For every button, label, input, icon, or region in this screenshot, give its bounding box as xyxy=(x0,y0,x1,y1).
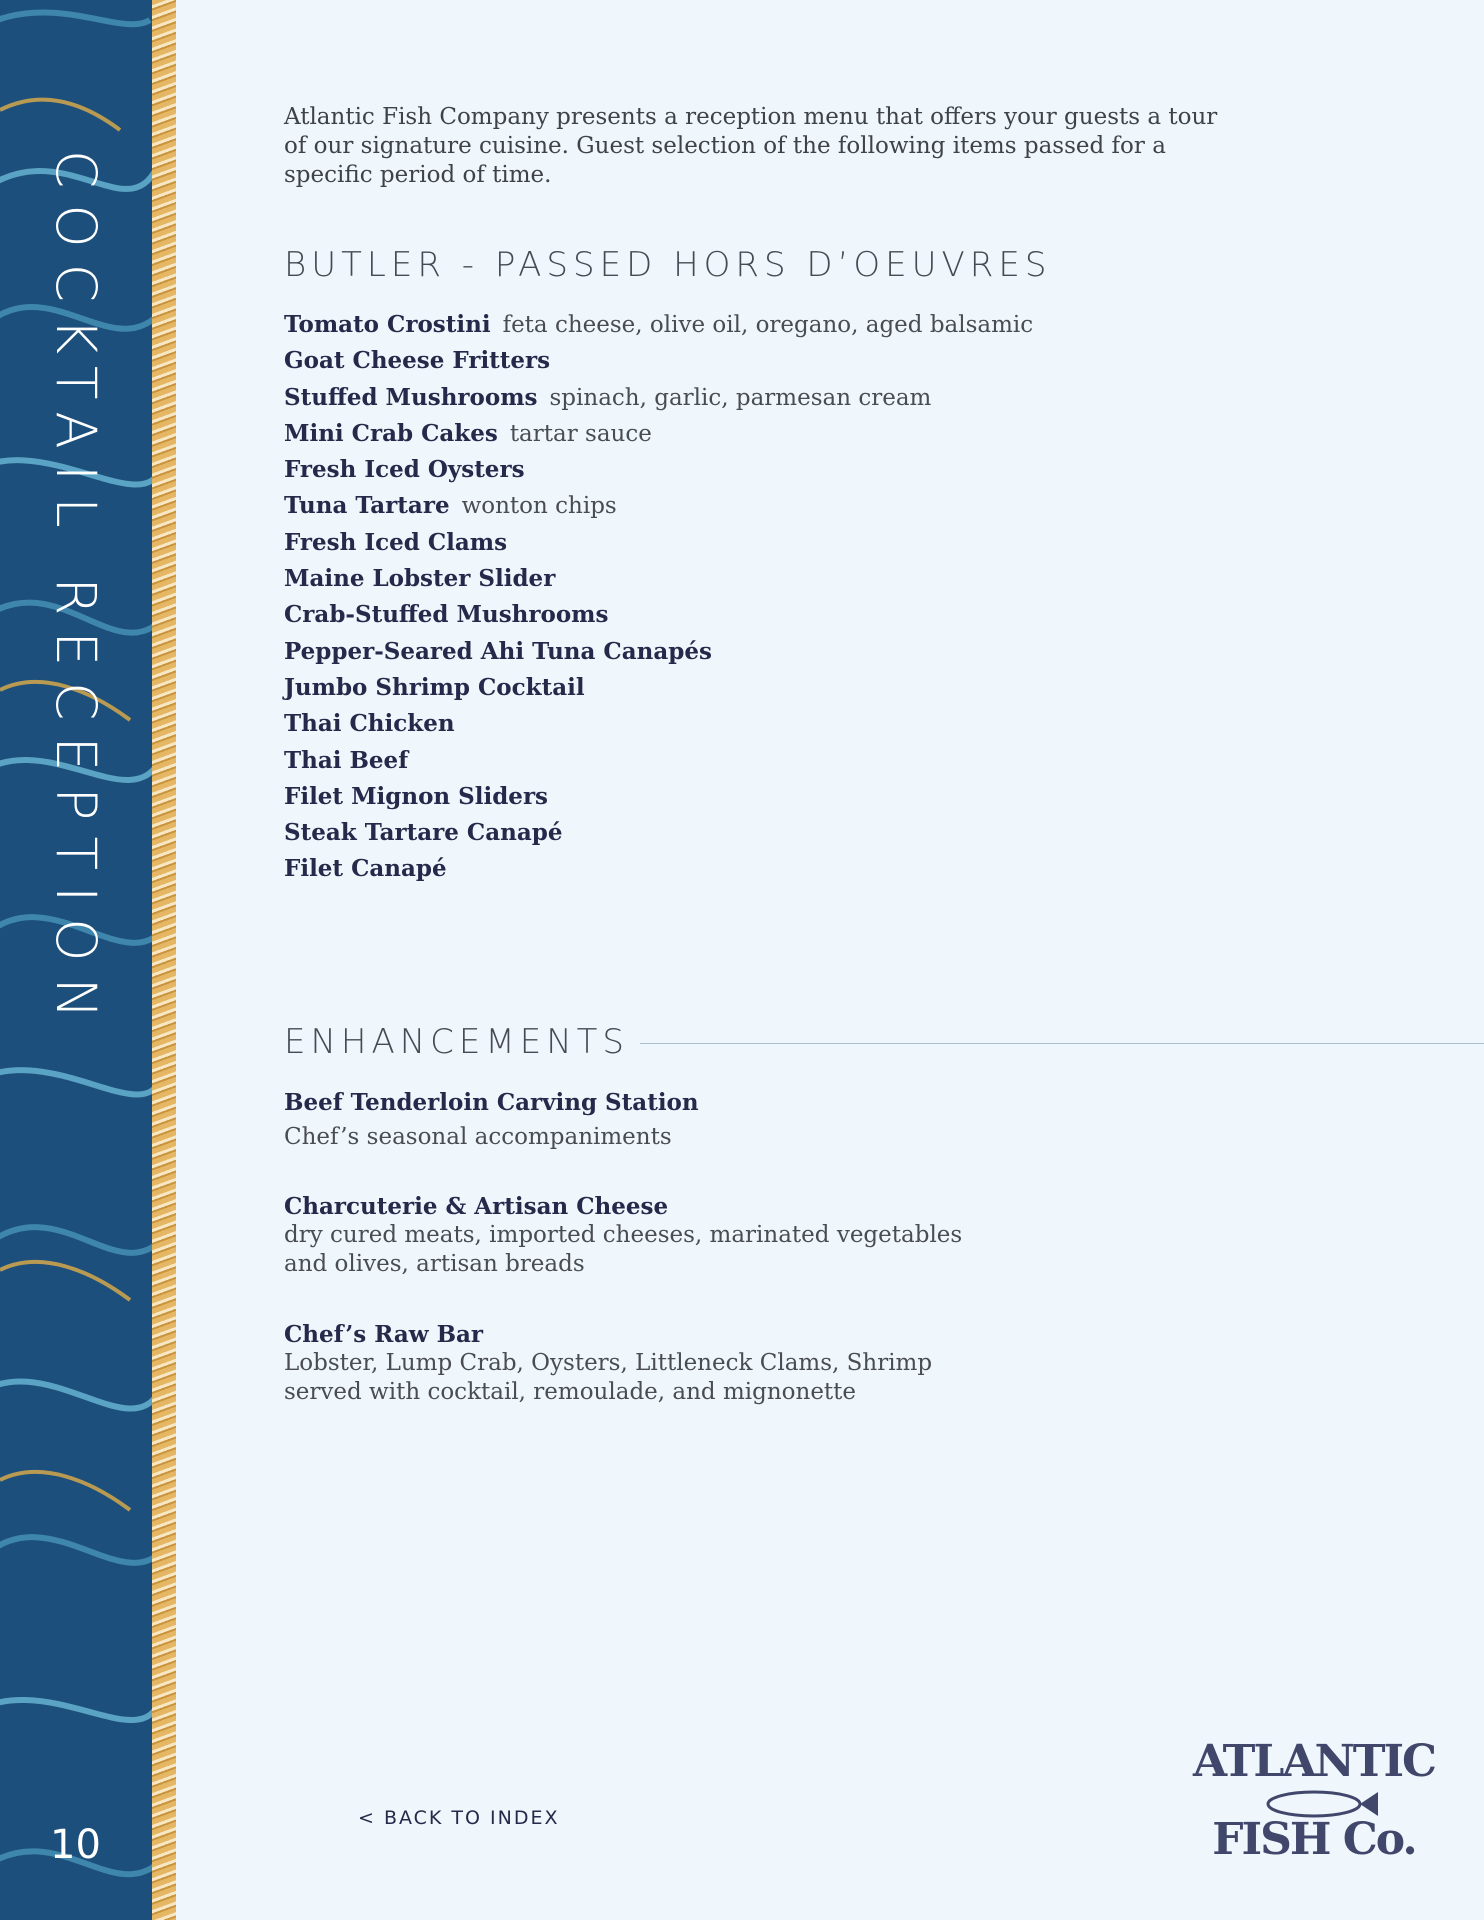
menu-item xyxy=(284,453,1033,489)
menu-item-name: Pepper-Seared Ahi Tuna Canapés xyxy=(284,637,712,665)
menu-item xyxy=(284,417,1033,453)
enhancement-desc: Lobster, Lump Crab, Oysters, Littleneck Clams, Shrimp served with cocktail, remoulade, and mignonette xyxy=(284,1350,933,1405)
menu-item-name: Tomato Crostini xyxy=(284,311,491,338)
decorative-wave-band xyxy=(0,0,152,1920)
menu-item-name: Steak Tartare Canapé xyxy=(284,819,563,847)
menu-item-desc: wonton chips xyxy=(461,493,617,520)
menu-item-name: Thai Beef xyxy=(284,746,409,774)
menu-item-desc: feta cheese, olive oil, oregano, aged balsamic xyxy=(502,312,1034,338)
menu-item-name: Mini Crab Cakes xyxy=(284,419,498,447)
menu-item-name: Filet Mignon Sliders xyxy=(284,782,549,810)
menu-item xyxy=(284,526,1033,562)
menu-item xyxy=(284,852,1033,888)
enhancements-heading: ENHANCEMENTS xyxy=(284,1022,629,1062)
menu-item xyxy=(284,635,1033,671)
menu-item-name: Fresh Iced Clams xyxy=(284,528,508,556)
menu-item-name: Filet Canapé xyxy=(284,855,447,883)
menu-item-name: Crab-Stuffed Mushrooms xyxy=(284,601,609,629)
enhancement-item xyxy=(284,1088,1184,1152)
menu-item xyxy=(284,780,1033,816)
enhancement-item xyxy=(284,1192,1184,1279)
menu-item xyxy=(284,707,1033,743)
menu-item xyxy=(284,671,1033,707)
menu-item-name: Maine Lobster Slider xyxy=(284,565,556,593)
divider xyxy=(640,1043,1484,1044)
hors-doeuvres-list xyxy=(284,308,1033,889)
enhancement-item xyxy=(284,1320,1184,1407)
menu-item-desc: tartar sauce xyxy=(509,420,652,447)
menu-item-desc: spinach, garlic, parmesan cream xyxy=(549,384,932,411)
menu-item xyxy=(284,816,1033,852)
menu-item-name: Thai Chicken xyxy=(284,710,455,738)
menu-item xyxy=(284,489,1033,525)
menu-item xyxy=(284,344,1033,380)
page-number: 10 xyxy=(50,1822,101,1868)
fish-icon xyxy=(1268,1792,1360,1816)
enhancement-name: Charcuterie & Artisan Cheese xyxy=(284,1193,669,1220)
back-to-index-link[interactable]: < BACK TO INDEX xyxy=(358,1807,560,1829)
rope-border xyxy=(152,0,176,1920)
hors-doeuvres-heading: BUTLER - PASSED HORS D’OEUVRES xyxy=(284,245,1052,285)
fish-tail-icon xyxy=(1360,1792,1378,1816)
menu-item xyxy=(284,744,1033,780)
logo-line-1: ATLANTIC xyxy=(1192,1736,1436,1787)
menu-item xyxy=(284,598,1033,634)
enhancement-name: Chef’s Raw Bar xyxy=(284,1321,484,1348)
menu-item xyxy=(284,381,1033,417)
menu-item-name: Stuffed Mushrooms xyxy=(284,383,538,411)
menu-item-name: Fresh Iced Oysters xyxy=(284,456,525,484)
menu-item xyxy=(284,308,1033,344)
logo-line-2: FISH Co. xyxy=(1212,1814,1416,1865)
section-vertical-title: COCKTAIL RECEPTION xyxy=(44,150,108,1035)
intro-paragraph: Atlantic Fish Company presents a reception menu that offers your guests a tour of our signature cuisine. Guest selection of the following items passed for a specific period of time. xyxy=(284,104,1218,188)
enhancement-name: Beef Tenderloin Carving Station xyxy=(284,1089,699,1116)
enhancement-desc: dry cured meats, imported cheeses, marinated vegetables and olives, artisan breads xyxy=(284,1222,963,1277)
atlantic-fish-co-logo xyxy=(1192,1718,1436,1865)
menu-item-name: Goat Cheese Fritters xyxy=(284,347,551,375)
menu-item-name: Tuna Tartare xyxy=(284,492,450,520)
menu-item-name: Jumbo Shrimp Cocktail xyxy=(284,673,585,701)
enhancement-desc: Chef’s seasonal accompaniments xyxy=(284,1124,672,1150)
menu-item xyxy=(284,562,1033,598)
